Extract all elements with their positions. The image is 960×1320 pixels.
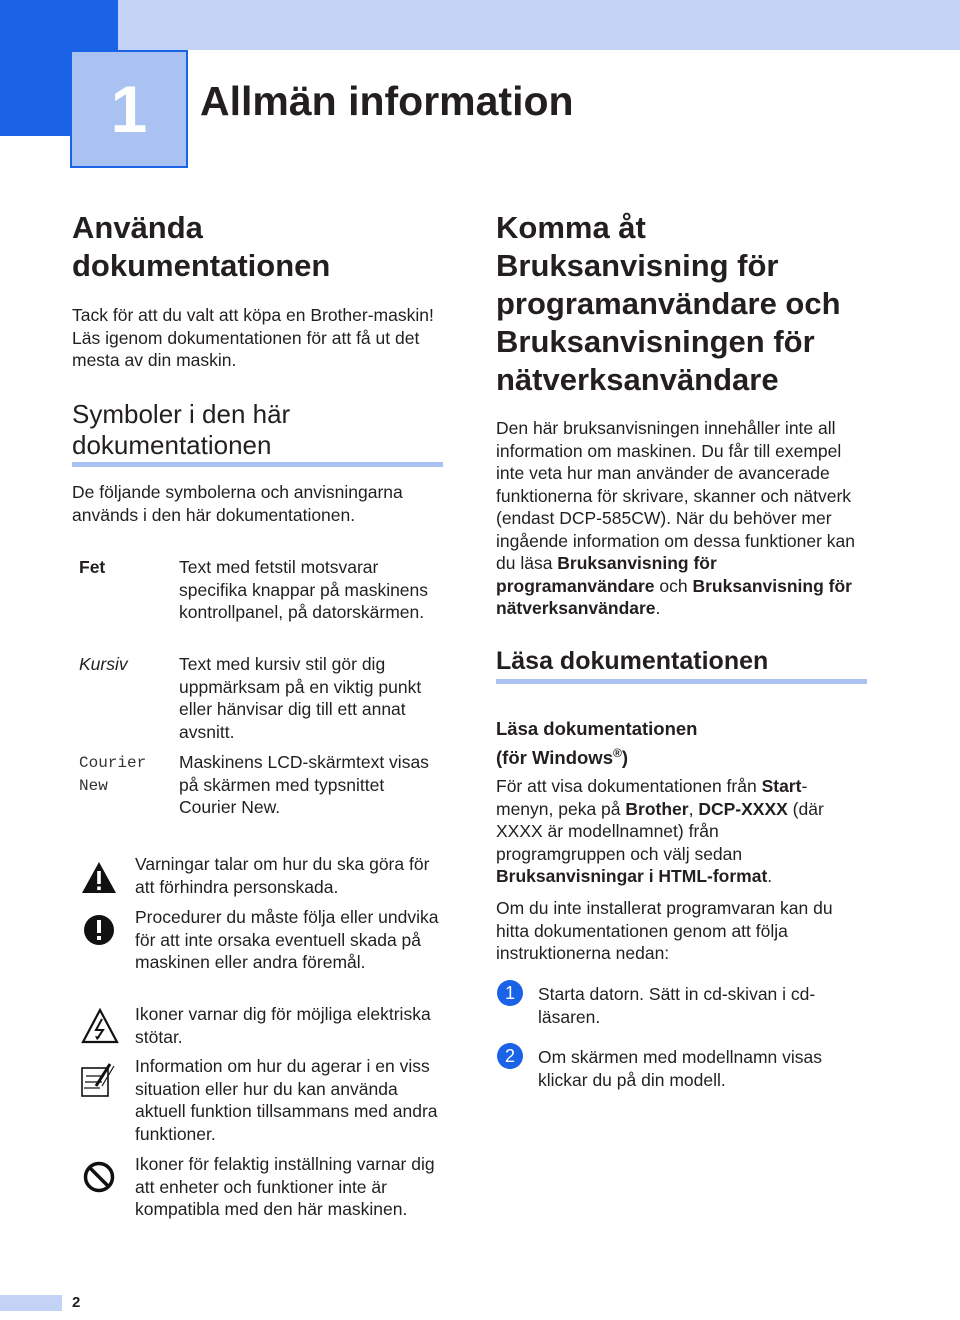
section-title-using-docs: Använda dokumentationen bbox=[72, 210, 331, 283]
not-installed-paragraph: Om du inte installerat programvaran kan du hitta dokumentationen genom att följa instruktionerna nedan: bbox=[496, 898, 833, 963]
caution-exclamation-icon bbox=[83, 914, 119, 950]
step-number-2: 2 bbox=[497, 1043, 523, 1069]
step-text-1: Starta datorn. Sätt in cd-skivan i cd-läsaren. bbox=[538, 984, 816, 1027]
convention-term-courier: Courier New bbox=[79, 754, 147, 795]
windows-heading: Läsa dokumentationen (för Windows®) bbox=[496, 718, 698, 769]
icon-text-warning: Varningar talar om hur du ska göra för att förhindra personskada. bbox=[135, 854, 430, 897]
start-menu-paragraph: För att visa dokumentationen från Start-menyn, peka på Brother, DCP-XXXX (där XXXX är modellnamnet) från programgruppen och välj sedan Bruksanvisningar i HTML-format. bbox=[496, 776, 824, 886]
access-intro-paragraph: Den här bruksanvisningen innehåller inte all information om maskinen. Du får till exempel inte veta hur man använder de avancerade funktionerna för skrivare, skanner och nätverk (endast DCP-585CW). När du behöver mer ingående information om dessa funktioner kan du läsa Bruksanvisning för programanvändare och Bruksanvisning för nätverksanvändare. bbox=[496, 418, 855, 618]
heading-rule bbox=[496, 679, 867, 684]
step-text-2: Om skärmen med modellnamn visas klickar du på din modell. bbox=[538, 1047, 822, 1090]
warning-triangle-icon bbox=[81, 860, 117, 896]
convention-term-italic: Kursiv bbox=[79, 654, 128, 674]
heading-rule bbox=[72, 462, 443, 467]
note-pencil-icon bbox=[80, 1060, 116, 1096]
convention-desc-bold: Text med fetstil motsvarar specifika knappar på maskinens kontrollpanel, på datorskärmen. bbox=[179, 557, 429, 622]
chapter-number-box bbox=[70, 50, 188, 168]
chapter-number: 1 bbox=[110, 72, 148, 146]
convention-term-bold: Fet bbox=[79, 557, 106, 577]
convention-desc-italic: Text med kursiv stil gör dig uppmärksam på en viktig punkt eller hänvisar dig till ett annat avsnitt. bbox=[179, 654, 422, 742]
read-docs-heading: Läsa dokumentationen bbox=[496, 647, 769, 675]
symbols-intro: De följande symbolerna och anvisningarna används i den här dokumentationen. bbox=[72, 482, 403, 525]
convention-desc-courier: Maskinens LCD-skärmtext visas på skärmen med typsnittet Courier New. bbox=[179, 752, 429, 817]
step-number-1: 1 bbox=[497, 980, 523, 1006]
icon-text-note: Information om hur du agerar i en viss situation eller hur du kan använda aktuell funktion tillsammans med andra funktioner. bbox=[135, 1056, 438, 1144]
header-band bbox=[118, 0, 960, 50]
prohibited-icon bbox=[83, 1161, 119, 1197]
icon-text-caution: Procedurer du måste följa eller undvika för att inte orsaka eventuell skada på maskinen eller andra föremål. bbox=[135, 907, 439, 972]
chapter-title: Allmän information bbox=[200, 78, 574, 124]
footer-bar bbox=[0, 1295, 62, 1311]
electrical-hazard-icon bbox=[81, 1008, 117, 1044]
icon-text-electrical: Ikoner varnar dig för möjliga elektriska stötar. bbox=[135, 1004, 431, 1047]
icon-text-prohibited: Ikoner för felaktig inställning varnar dig att enheter och funktioner inte är kompatibla med den här maskinen. bbox=[135, 1154, 435, 1219]
page-number: 2 bbox=[72, 1294, 81, 1311]
symbols-heading: Symboler i den här dokumentationen bbox=[72, 399, 291, 460]
intro-paragraph: Tack för att du valt att köpa en Brother-maskin! Läs igenom dokumentationen för att få ut det mesta av din maskin. bbox=[72, 305, 434, 370]
section-title-access-guides: Komma åt Bruksanvisning för programanvändare och Bruksanvisningen för nätverksanvändare bbox=[496, 210, 841, 397]
